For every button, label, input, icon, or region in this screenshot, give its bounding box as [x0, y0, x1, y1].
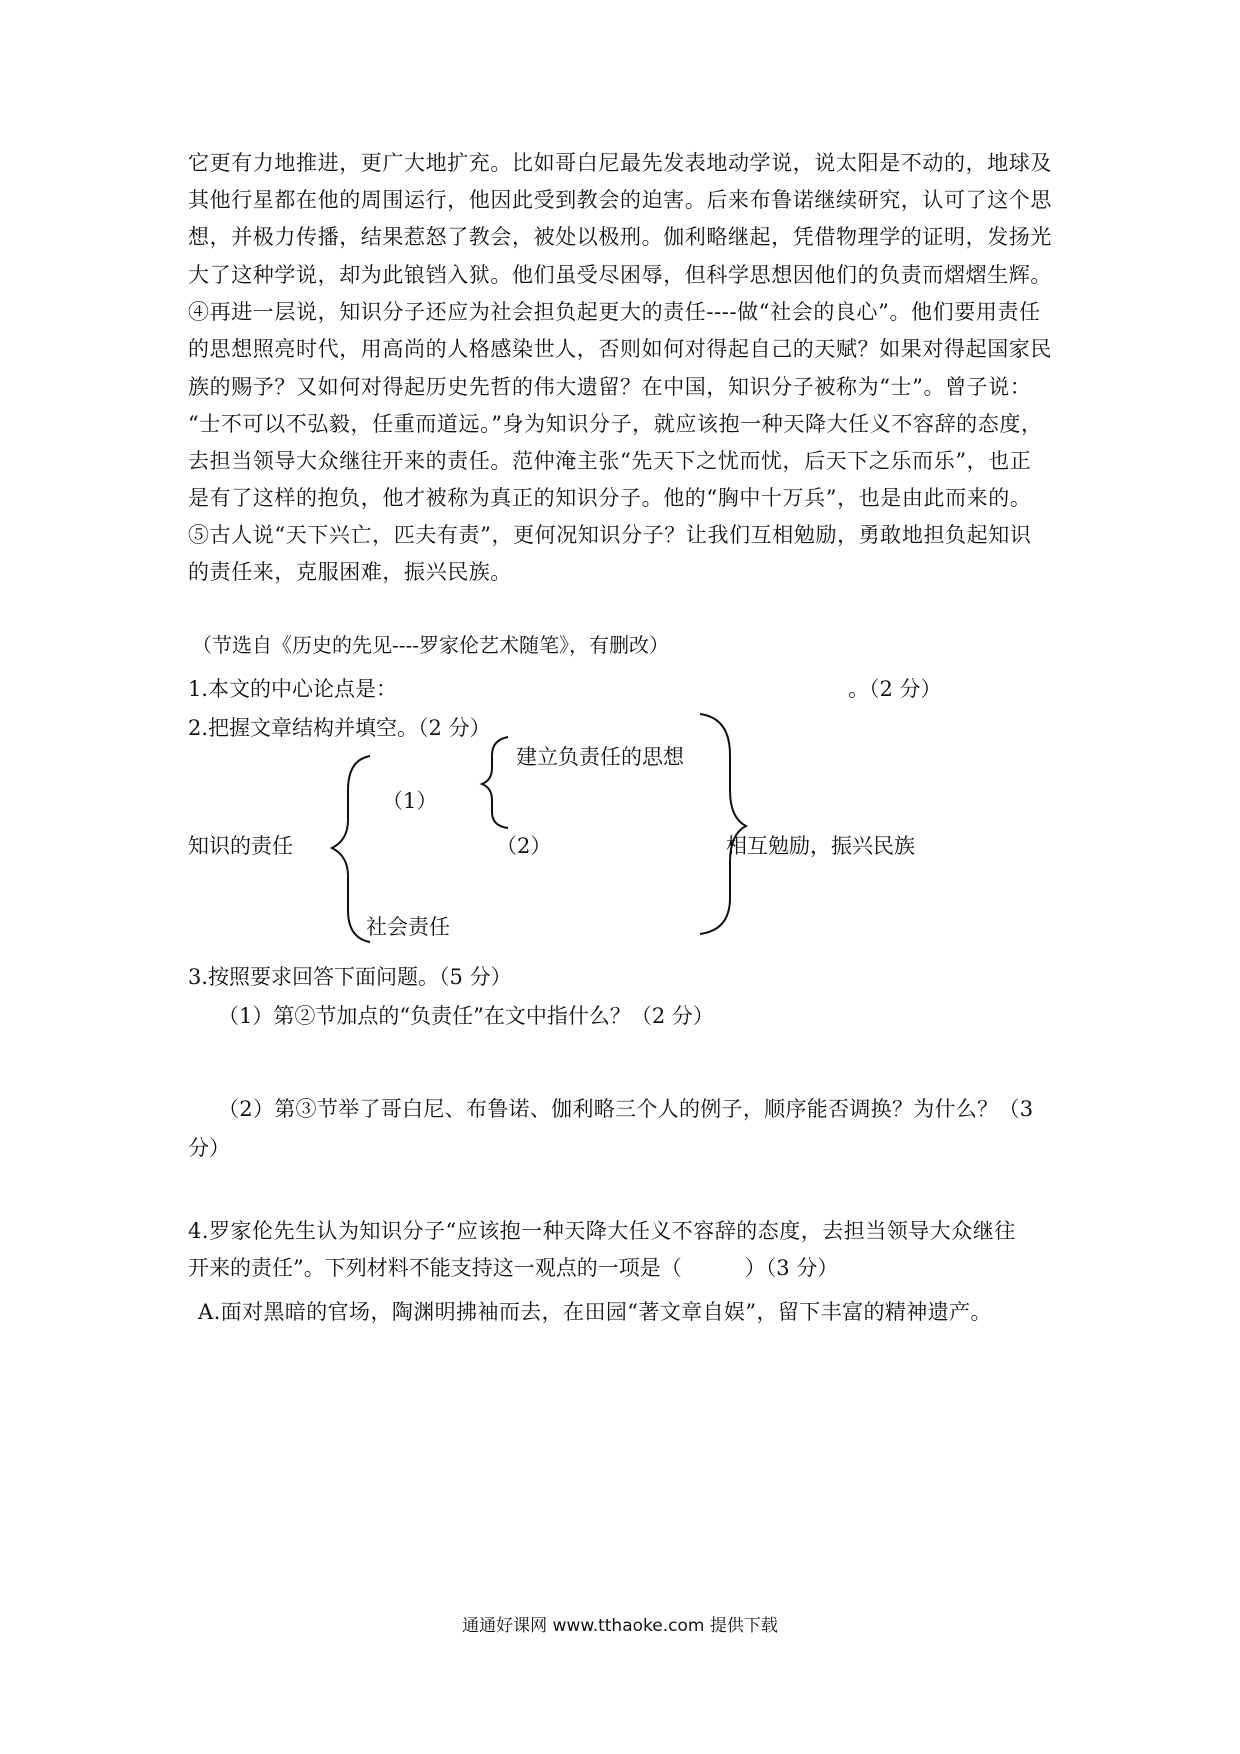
passage-line: 是有了这样的抱负，他才被称为真正的知识分子。他的“胸中十万兵”，也是由此而来的。	[188, 486, 1032, 510]
passage-line: ⑤古人说“天下兴亡，匹夫有责”，更何况知识分子？让我们互相勉励，勇敢地担负起知识	[188, 523, 1032, 547]
passage-line: ④再进一层说，知识分子还应为社会担负起更大的责任----做“社会的良心”。他们要用责任	[188, 300, 1041, 324]
structure-root: 知识的责任	[188, 834, 293, 858]
passage-line: 去担当领导大众继往开来的责任。范仲淹主张“先天下之忧而忧，后天下之乐而乐”，也正	[188, 449, 1032, 473]
passage-line: 的思想照亮时代，用高尚的人格感染世人，否则如何对得起自己的天赋？如果对得起国家民	[188, 337, 1052, 361]
passage-line: 它更有力地推进，更广大地扩充。比如哥白尼最先发表地动学说，说太阳是不动的，地球及	[188, 151, 1052, 175]
option-a: A.面对黑暗的官场，陶渊明拂袖而去，在田园“著文章自娱”，留下丰富的精神遗产。	[198, 1300, 992, 1324]
passage-line: “士不可以不弘毅，任重而道远。”身为知识分子，就应该抱一种天降大任义不容辞的态度，	[188, 412, 1043, 436]
right-brace-icon	[700, 714, 746, 934]
passage-line: 其他行星都在他的周围运行，他因此受到教会的迫害。后来布鲁诺继续研究，认可了这个思	[188, 188, 1052, 212]
passage-line: 大了这种学说，却为此锒铛入狱。他们虽受尽困辱，但科学思想因他们的负责而熠熠生辉。	[188, 263, 1052, 287]
question-3-2: （2）第③节举了哥白尼、布鲁诺、伽利略三个人的例子，顺序能否调换？为什么？（3	[218, 1097, 1034, 1121]
footer-text: 通通好课网 www.tthaoke.com 提供下载	[462, 1616, 778, 1636]
passage-line: 想，并极力传播，结果惹怒了教会，被处以极刑。伽利略继起，凭借物理学的证明，发扬光	[188, 225, 1052, 249]
inner-brace-icon	[482, 737, 508, 828]
question-3: 3.按照要求回答下面问题。（5 分）	[188, 965, 512, 989]
question-3-2-cont: 分）	[188, 1136, 230, 1160]
structure-blank-1[interactable]: （1）	[382, 789, 438, 813]
question-1: 1.本文的中心论点是：	[188, 677, 398, 701]
question-1-score: 。（2 分）	[848, 677, 942, 701]
question-4-cont: 开来的责任”。下列材料不能支持这一观点的一项是（ ）（3 分）	[188, 1256, 839, 1280]
left-brace-icon	[332, 756, 370, 942]
question-3-1: （1）第②节加点的“负责任”在文中指什么？（2 分）	[218, 1004, 714, 1028]
question-2: 2.把握文章结构并填空。（2 分）	[188, 716, 491, 740]
source-note: （节选自《历史的先见----罗家伦艺术随笔》，有删改）	[192, 633, 670, 657]
passage-line: 族的赐予？又如何对得起历史先哲的伟大遗留？在中国，知识分子被称为“士”。曾子说：	[188, 375, 1032, 399]
passage-line: 的责任来，克服困难，振兴民族。	[188, 560, 512, 584]
structure-blank-2[interactable]: （2）	[496, 834, 552, 858]
question-4: 4.罗家伦先生认为知识分子“应该抱一种天降大任义不容辞的态度，去担当领导大众继往	[188, 1219, 1016, 1243]
structure-social: 社会责任	[366, 915, 450, 939]
structure-conclusion: 相互勉励，振兴民族	[726, 834, 915, 858]
structure-sub-item: 建立负责任的思想	[516, 745, 684, 769]
